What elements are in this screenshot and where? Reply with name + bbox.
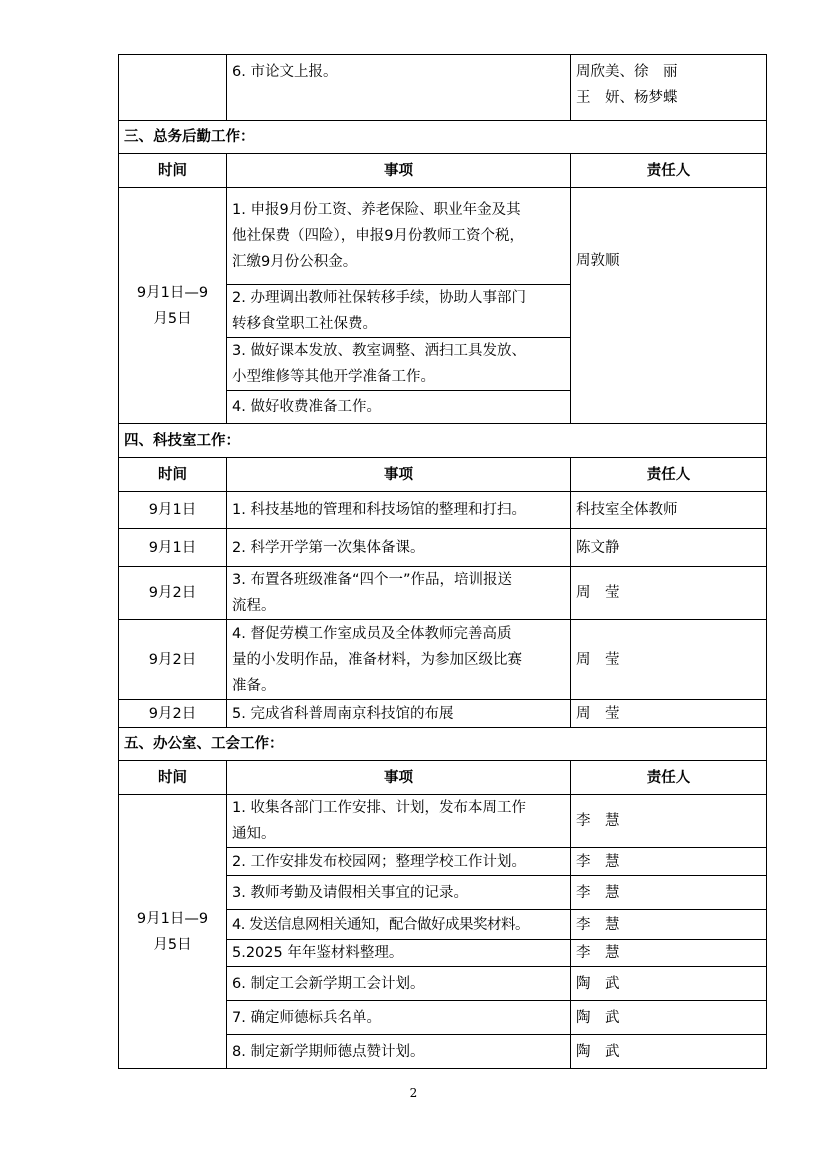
section-heading-row: [119, 728, 767, 761]
section-title: 五、办公室、工会工作：: [119, 728, 767, 761]
item-cell: 6. 市论文上报。: [227, 55, 571, 121]
table-row: [119, 567, 767, 620]
person-cell: 李 慧: [571, 848, 767, 876]
item-cell: 7. 确定师德标兵名单。: [227, 1001, 571, 1035]
item-cell: 2. 办理调出教师社保转移手续，协助人事部门 转移食堂职工社保费。: [227, 285, 571, 338]
header-time: 时间: [119, 154, 227, 188]
person-cell: 周敦顺: [571, 188, 767, 424]
item-cell: 1. 科技基地的管理和科技场馆的整理和打扫。: [227, 492, 571, 529]
item-cell: 4. 做好收费准备工作。: [227, 391, 571, 424]
person-cell: 李 慧: [571, 876, 767, 910]
table-row: [119, 492, 767, 529]
item-cell: 1. 收集各部门工作安排、计划，发布本周工作 通知。: [227, 795, 571, 848]
person-cell: 陶 武: [571, 1001, 767, 1035]
header-item: 事项: [227, 154, 571, 188]
item-cell: 6. 制定工会新学期工会计划。: [227, 967, 571, 1001]
header-person: 责任人: [571, 154, 767, 188]
item-cell: 4. 发送信息网相关通知，配合做好成果奖材料。: [227, 910, 571, 940]
section-heading-row: [119, 121, 767, 154]
time-cell: 9月1日—9 月5日: [119, 188, 227, 424]
person-cell: 周 莹: [571, 567, 767, 620]
section-title: 四、科技室工作：: [119, 424, 767, 458]
time-cell: 9月1日: [119, 529, 227, 567]
empty-cell: [119, 55, 227, 121]
table-row: [119, 529, 767, 567]
person-cell: 陈文静: [571, 529, 767, 567]
header-row: [119, 761, 767, 795]
header-row: [119, 458, 767, 492]
header-row: [119, 154, 767, 188]
time-cell: 9月2日: [119, 620, 227, 700]
time-cell: 9月2日: [119, 567, 227, 620]
section-heading-row: [119, 424, 767, 458]
person-cell: 周欣美、徐 丽 王 妍、杨梦蝶: [571, 55, 767, 121]
person-cell: 周 莹: [571, 620, 767, 700]
item-cell: 3. 教师考勤及请假相关事宜的记录。: [227, 876, 571, 910]
person-cell: 李 慧: [571, 910, 767, 940]
item-cell: 2. 科学开学第一次集体备课。: [227, 529, 571, 567]
item-cell: 1. 申报9月份工资、养老保险、职业年金及其 他社保费（四险），申报9月份教师工资个税， 汇缴9月份公积金。: [227, 188, 571, 285]
person-cell: 李 慧: [571, 795, 767, 848]
table-row: [119, 188, 767, 285]
person-cell: 科技室全体教师: [571, 492, 767, 529]
item-cell: 2. 工作安排发布校园网；整理学校工作计划。: [227, 848, 571, 876]
person-cell: 陶 武: [571, 1035, 767, 1069]
page-number: 2: [409, 1086, 418, 1100]
item-cell: 3. 布置各班级准备“四个一”作品，培训报送 流程。: [227, 567, 571, 620]
person-cell: 陶 武: [571, 967, 767, 1001]
item-cell: 5. 完成省科普周南京科技馆的布展: [227, 700, 571, 728]
header-time: 时间: [119, 458, 227, 492]
header-item: 事项: [227, 458, 571, 492]
item-cell: 3. 做好课本发放、教室调整、洒扫工具发放、 小型维修等其他开学准备工作。: [227, 338, 571, 391]
header-item: 事项: [227, 761, 571, 795]
time-cell: 9月1日—9 月5日: [119, 795, 227, 1069]
time-cell: 9月1日: [119, 492, 227, 529]
person-cell: 李 慧: [571, 940, 767, 967]
table-row: [119, 620, 767, 700]
item-cell: 5.2025 年年鉴材料整理。: [227, 940, 571, 967]
item-cell: 4. 督促劳模工作室成员及全体教师完善高质 量的小发明作品，准备材料，为参加区级比赛 准备。: [227, 620, 571, 700]
header-person: 责任人: [571, 458, 767, 492]
table-row: [119, 55, 767, 121]
header-time: 时间: [119, 761, 227, 795]
table-row: [119, 700, 767, 728]
person-cell: 周 莹: [571, 700, 767, 728]
time-cell: 9月2日: [119, 700, 227, 728]
item-cell: 8. 制定新学期师德点赞计划。: [227, 1035, 571, 1069]
header-person: 责任人: [571, 761, 767, 795]
section-title: 三、总务后勤工作：: [119, 121, 767, 154]
table-row: [119, 795, 767, 848]
work-schedule-table: [118, 54, 767, 1069]
